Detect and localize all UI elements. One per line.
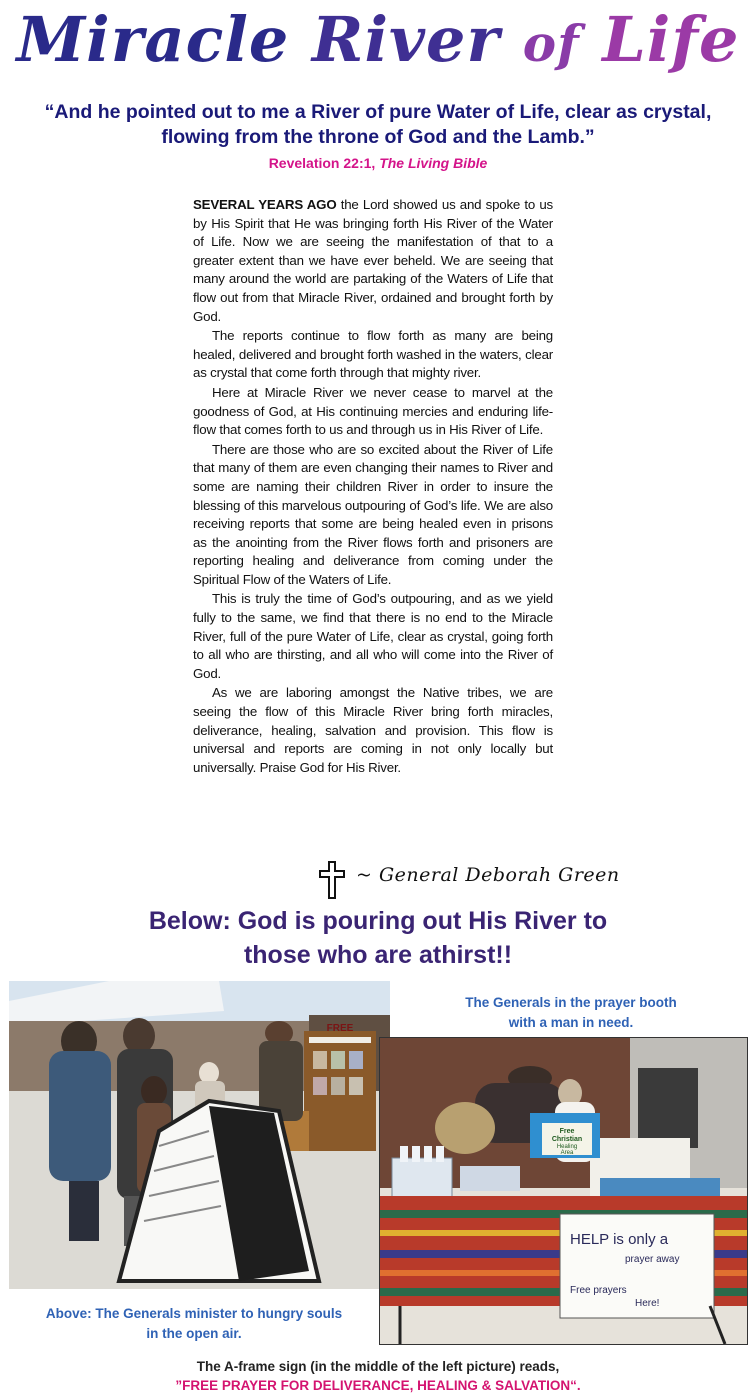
box-label-line-4: Area xyxy=(560,1150,574,1156)
box-label-line-2: Christian xyxy=(551,1136,583,1143)
title-word-miracle: Miracle xyxy=(16,3,290,76)
box-label-line-1: Free xyxy=(559,1128,575,1135)
title-word-of: of xyxy=(522,14,580,73)
reference-verse: Revelation 22:1, xyxy=(268,155,380,171)
footer-line-1: The A-frame sign (in the middle of the left picture) reads, xyxy=(196,1359,560,1374)
photo-prayer-booth xyxy=(379,1037,748,1345)
article-paragraph-1 xyxy=(193,196,553,326)
caption-prayer-booth-line-2: with a man in need. xyxy=(508,1015,634,1030)
article-paragraph-1-text: the Lord showed us and spoke to us by His Spirit that He was bringing forth His River of the Water of Life. Now we are seeing the manifestation of that to a greater extent than we have ever beheld. We are seeing that many around the world are partaking of the Waters of Life that flow out from that Miracle River, ordained and brought forth by God. xyxy=(193,197,553,324)
title-word-life: Life xyxy=(602,3,740,76)
table-sign-line-3: Free prayers xyxy=(570,1285,627,1296)
table-sign-line-2: prayer away xyxy=(625,1254,680,1265)
caption-open-air-line-2: in the open air. xyxy=(146,1326,242,1341)
cross-icon xyxy=(318,860,346,900)
section-heading-line-1: Below: God is pouring out His River to xyxy=(148,907,608,935)
section-heading-line-2: those who are athirst!! xyxy=(243,941,513,969)
scripture-reference xyxy=(0,155,756,171)
reference-version: The Living Bible xyxy=(379,155,488,171)
footer-note xyxy=(0,1357,756,1395)
photo-prayer-booth-scene xyxy=(380,1038,747,1344)
article-paragraph-5: This is truly the time of God’s outpouring, and as we yield fully to the same, we find that there is no end to the Miracle River, full of the pure Water of Life, clear as crystal, going forth to all who are thirsting, and all who will come into the River of God. xyxy=(193,591,553,681)
table-sign-line-4: Here! xyxy=(635,1298,660,1309)
table-sign-line-1: HELP is only a xyxy=(570,1231,669,1248)
article-body xyxy=(193,196,553,777)
caption-open-air xyxy=(10,1304,378,1344)
scripture-quote: “And he pointed out to me a River of pure Water of Life, clear as crystal, flowing from the throne of God and the Lamb.” xyxy=(44,101,712,148)
footer-sign-text: ”FREE PRAYER FOR DELIVERANCE, HEALING & SALVATION“. xyxy=(175,1378,581,1393)
article-paragraph-3: Here at Miracle River we never cease to marvel at the goodness of God, at His continuing mercies and enduring life-flow that comes forth to us and through us in His River of Life. xyxy=(193,384,553,438)
article-lead: SEVERAL YEARS AGO xyxy=(193,197,337,212)
article-paragraph-4: There are those who are so excited about the River of Life that many of them are even changing their names to River and some are naming their children River in order to insure the blessing of this marvelous outpouring of God’s life. We are also receiving reports that some are being healed even in prisons as the anointing from the River flows forth and prisoners are reporting healing and deliverance from coming under the Spiritual Flow of the Waters of Life. xyxy=(193,441,553,587)
caption-prayer-booth-line-1: The Generals in the prayer booth xyxy=(465,995,677,1010)
page-title xyxy=(0,2,756,82)
title-word-river: River xyxy=(311,3,501,76)
section-heading xyxy=(0,904,756,972)
box-label-line-3: Healing xyxy=(556,1144,578,1150)
caption-open-air-line-1: Above: The Generals minister to hungry souls xyxy=(45,1306,343,1321)
photo-open-air-scene xyxy=(9,981,390,1289)
booth-free-sign: FREE xyxy=(326,1023,354,1034)
article-paragraph-2: The reports continue to flow forth as many are being healed, delivered and brought forth washed in the waters, clear as crystal that come forth through that mighty river. xyxy=(193,328,553,381)
signature: ~ General Deborah Green xyxy=(356,864,620,886)
photo-open-air-ministry xyxy=(9,981,390,1289)
article-paragraph-6: As we are laboring amongst the Native tribes, we are seeing the flow of this Miracle River bring forth miracles, deliverance, healing, salvation and provision. This flow is universal and reports are coming in not only locally but universally. Praise God for His River. xyxy=(193,685,553,775)
caption-prayer-booth xyxy=(430,993,712,1033)
